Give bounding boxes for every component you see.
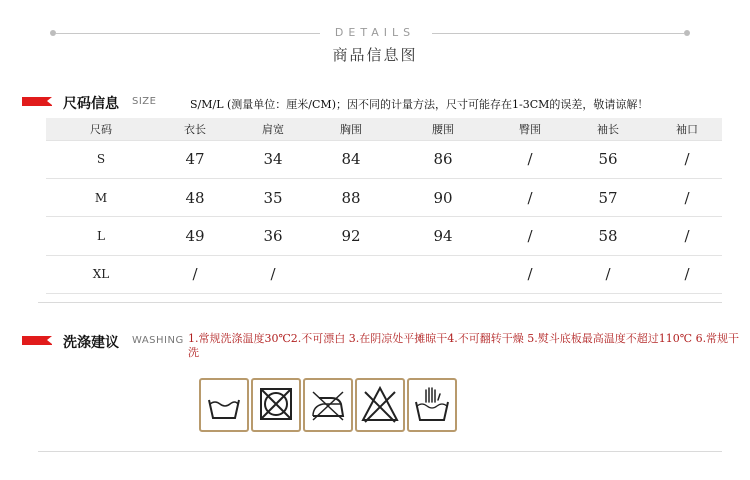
table-cell: / [234, 255, 312, 293]
section-flag-icon [22, 336, 52, 345]
table-cell: 86 [390, 140, 496, 178]
no-bleach-icon [355, 378, 405, 432]
col-header-hip: 臀围 [496, 118, 564, 140]
table-cell: 94 [390, 217, 496, 255]
table-cell: 47 [156, 140, 234, 178]
table-cell: / [496, 178, 564, 216]
table-cell [390, 255, 496, 293]
table-cell: 48 [156, 178, 234, 216]
table-cell: / [564, 255, 652, 293]
table-cell: / [652, 140, 722, 178]
wash-section-en: WASHING [132, 335, 184, 346]
table-cell: 56 [564, 140, 652, 178]
table-row [46, 140, 722, 178]
page-title: 商品信息图 [332, 46, 418, 64]
wash-section-title: 洗涤建议 [63, 335, 119, 351]
table-cell: 35 [234, 178, 312, 216]
table-cell: XL [46, 255, 156, 293]
table-cell: / [652, 255, 722, 293]
col-header-length: 衣长 [156, 118, 234, 140]
no-tumble-dry-icon [251, 378, 301, 432]
table-cell: 84 [312, 140, 390, 178]
table-cell: / [652, 217, 722, 255]
size-section-en: SIZE [132, 96, 157, 107]
table-cell: / [496, 217, 564, 255]
size-section-note: S/M/L (测量单位：厘米/CM)；因不同的计量方法，尺寸可能存在1-3CM的误差，敬请谅解！ [190, 98, 649, 111]
size-section-title: 尺码信息 [63, 96, 119, 112]
table-cell: S [46, 140, 156, 178]
table-cell: 57 [564, 178, 652, 216]
table-cell: / [496, 255, 564, 293]
table-cell: 49 [156, 217, 234, 255]
table-row [46, 178, 722, 216]
iron-icon [303, 378, 353, 432]
col-header-shoulder: 肩宽 [234, 118, 312, 140]
table-row [46, 217, 722, 255]
size-table [46, 118, 722, 294]
table-cell: 36 [234, 217, 312, 255]
table-cell: L [46, 217, 156, 255]
table-cell: 90 [390, 178, 496, 216]
wash-30-icon [199, 378, 249, 432]
table-cell [312, 255, 390, 293]
table-cell: M [46, 178, 156, 216]
section-flag-icon [22, 97, 52, 106]
col-header-sleeve: 袖长 [564, 118, 652, 140]
col-header-waist: 腰围 [390, 118, 496, 140]
col-header-chest: 胸围 [312, 118, 390, 140]
details-heading: DETAILS [334, 26, 416, 39]
wash-section-note: 1.常规洗涤温度30℃2.不可漂白 3.在阴凉处平摊晾干4.不可翻转干燥 5.熨斗底板最高温度不超过110℃ 6.常规干洗 [188, 332, 740, 359]
table-cell: 34 [234, 140, 312, 178]
col-header-size: 尺码 [46, 118, 156, 140]
table-header-row [46, 118, 722, 140]
table-cell: 88 [312, 178, 390, 216]
table-cell: / [496, 140, 564, 178]
table-row [46, 255, 722, 293]
table-cell: / [156, 255, 234, 293]
hand-wash-icon [407, 378, 457, 432]
table-cell: 92 [312, 217, 390, 255]
col-header-cuff: 袖口 [652, 118, 722, 140]
bottom-divider [38, 451, 722, 452]
table-cell: / [652, 178, 722, 216]
header-dot-right [684, 30, 690, 36]
table-cell: 58 [564, 217, 652, 255]
section-divider [38, 302, 722, 303]
header-line-right [432, 33, 684, 34]
